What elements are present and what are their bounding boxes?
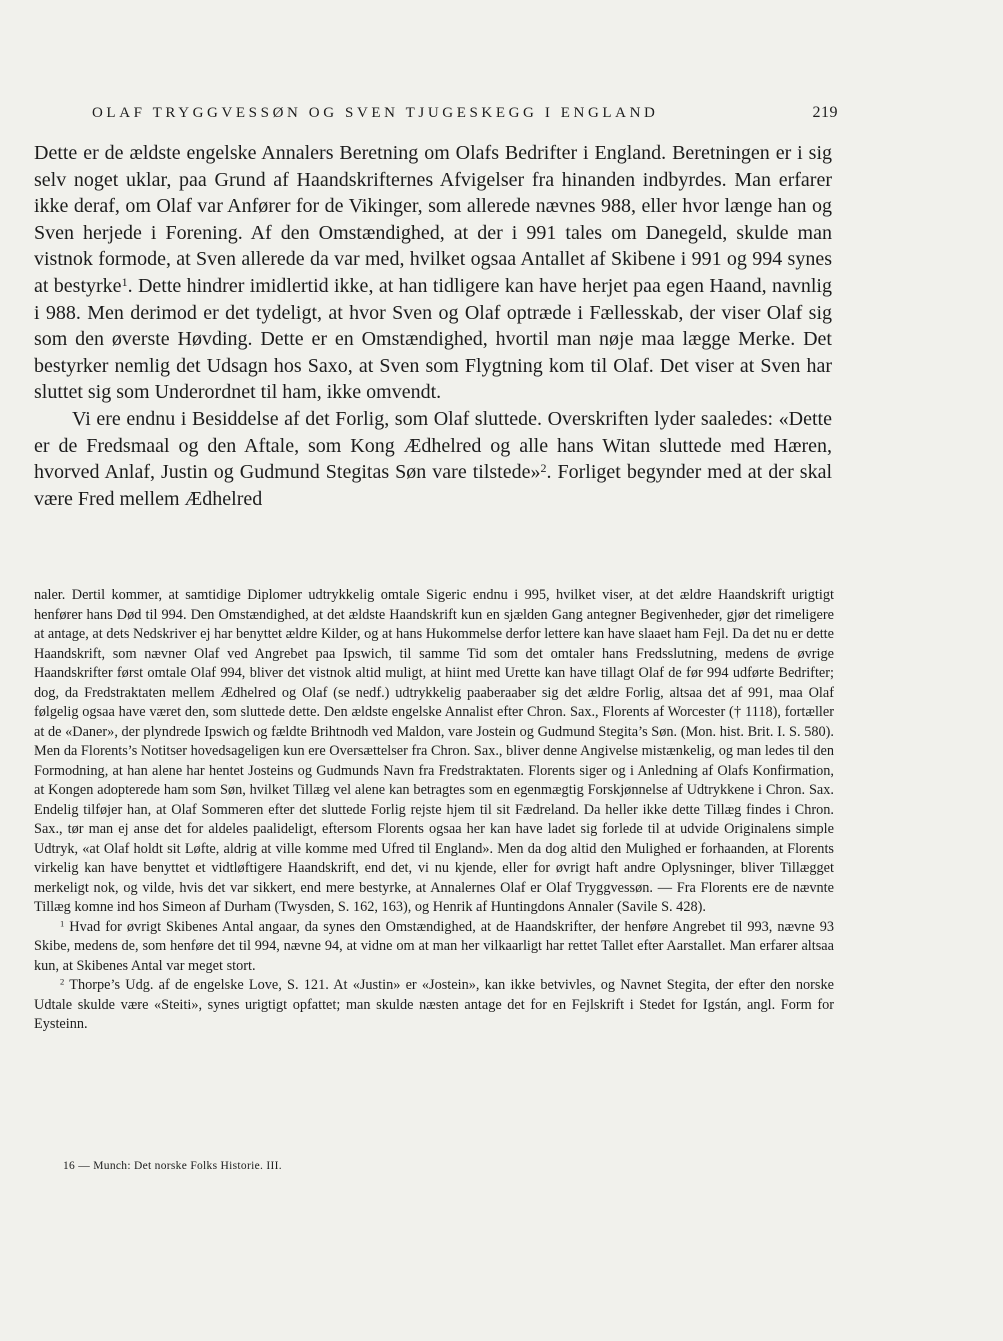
running-header — [92, 104, 838, 122]
main-text — [34, 140, 832, 512]
footnote-continuation: naler. Dertil kommer, at samtidige Diplomer udtrykkelig omtale Sigeric endnu i 995, hvilket viser, at det ældre Haandskrift urigtigt henfører hans Død til 994. Den Omstændighed, at det ældste Haandskrift kun en sjælden Gang antegner Begivenheder, gjør det rimeligere at antage, at dets Nedskriver ej har benyttet ældre Kilder, og at hans Hukommelse derfor lettere kan have slaaet ham Fejl. Da det nu er dette Haandskrift, som nævner Olaf ved Angrebet paa Ipswich, til samme Tid som det omtaler hans Fredsslutning, medens de øvrige Haandskrifter først omtale Olaf 994, bliver det vistnok altid muligt, at hiint med Urette kan have tillagt Olaf de før 994 udførte Bedrifter; dog, da Fredstraktaten mellem Ædhelred og Olaf (se nedf.) udtrykkelig paaberaaber sig det ældre Forlig, altsaa det af 991, maa Olaf følgelig ogsaa have været den, som sluttede dette. Den ældste engelske Annalist efter Chron. Sax., Florents af Worcester († 1118), fortæller at de «Daner», der plyndrede Ipswich og fældte Brihtnodh ved Maldon, vare Jostein og Gudmund Stegita’s Søn. (Mon. hist. Brit. I. S. 580). Men da Florents’s Notitser hovedsageligen kun ere Oversættelser fra Chron. Sax., bliver denne Angivelse mistænkelig, og man ledes til den Formodning, at han alene har hentet Josteins og Gudmunds Navn fra Fredstraktaten. Florents siger og i Anledning af Olafs Konfirmation, at Kongen adopterede ham som Søn, hvilket Tillæg vel alene kan betragtes som en egenmægtig Forskjønnelse af Udtrykkene i Chron. Sax. Endelig tilføjer han, at Olaf Sommeren efter det sluttede Forlig rejste hjem til sit Fædreland. Da heller ikke dette Tillæg findes i Chron. Sax., tør man ej anse det for aldeles paalideligt, eftersom Florents ogsaa her kan have ladet sig forlede til at udvide Originalens simple Udtryk, «at Olaf holdt sit Løfte, aldrig at ville komme med Ufred til England». Men da dog altid den Mulighed er forhaanden, at Florents virkelig kan have benyttet et vidtløftigere Haandskrift, end det, vi nu kjende, eller for øvrigt haft andre Oplysninger, bliver Tillægget merkeligt nok, og vilde, hvis det var sikkert, end mere bestyrke, at Annalernes Olaf er Olaf Tryggvessøn. — Fra Florents ere de nævnte Tillæg komne ind hos Simeon af Durham (Twysden, S. 162, 163), og Henrik af Huntingdons Annaler (Savile S. 428). — [34, 587, 834, 915]
footnote-2-marker: 2 — [60, 976, 65, 987]
footnote-1-text: Hvad for øvrigt Skibenes Antal angaar, da synes den Omstændighed, at de Haandskrifter, der henføre Angrebet til 993, nævne 93 Skibe, medens de, som henføre det til 994, nævne 94, at vidne om at man her vilkaarligt har rettet Tallet efter Aarstallet. Man erfarer altsaa kun, at Skibenes Antal var meget stort. — [34, 918, 834, 974]
paragraph-2-text-cont: . Forliget begynder med at der skal være Fred mellem Ædhelred — [34, 461, 832, 510]
running-title: OLAF TRYGGVESSØN OG SVEN TJUGESKEGG I ENGLAND — [92, 105, 659, 121]
footnote-2 — [34, 976, 834, 1035]
paragraph-2 — [34, 406, 832, 512]
footnotes — [34, 586, 834, 1035]
footnote-1 — [34, 918, 834, 977]
paragraph-1 — [34, 140, 832, 406]
footnote-ref-1: 1 — [121, 274, 128, 289]
signature-line: 16 — Munch: Det norske Folks Historie. III. — [63, 1160, 282, 1172]
footnote-2-text: Thorpe’s Udg. af de engelske Love, S. 121. At «Justin» er «Jostein», kan ikke betvivles, og Navnet Stegita, der efter den norske Udtale skulde være «Steiti», synes urigtigt opfattet; man skulde næsten antage det for en Fejlskrift i Stedet for Igstán, angl. Form for Eysteinn. — [34, 977, 834, 1032]
page-number: 219 — [812, 104, 838, 121]
footnote-ref-2: 2 — [540, 461, 547, 476]
footnote-1-marker: 1 — [60, 918, 65, 929]
paragraph-1-text-cont: . Dette hindrer imidlertid ikke, at han tidligere kan have herjet paa egen Haand, navnlig i 988. Men derimod er det tydeligt, at hvor Sven og Olaf optræde i Fællesskab, der viser Olaf sig som den øverste Høvding. Dette er en Omstændighed, hvortil man nøje maa lægge Merke. Det bestyrker nemlig det Udsagn hos Saxo, at Sven som Flygtning kom til Olaf. Det viser at Sven har sluttet sig som Underordnet til ham, ikke omvendt. — [34, 274, 832, 404]
paragraph-2-text: Vi ere endnu i Besiddelse af det Forlig, som Olaf sluttede. Overskriften lyder saaledes: «Dette er de Fredsmaal og den Aftale, som Kong Ædhelred og alle hans Witan sluttede med Hæren, hvorved Anlaf, Justin og Gudmund Stegitas Søn vare tilstede» — [34, 407, 832, 484]
paragraph-1-text: Dette er de ældste engelske Annalers Beretning om Olafs Bedrifter i England. Beretningen er i sig selv noget uklar, paa Grund af Haandskrifternes Afvigelser fra hinanden indbyrdes. Man erfarer ikke deraf, om Olaf var Anfører for de Vikinger, som allerede nævnes 988, eller hvor længe han og Sven herjede i Forening. Af den Omstændighed, at der i 991 tales om Danegeld, skulde man vistnok formode, at Sven allerede da var med, hvilket ogsaa Antallet af Skibene i 991 og 994 synes at bestyrke — [34, 142, 832, 297]
